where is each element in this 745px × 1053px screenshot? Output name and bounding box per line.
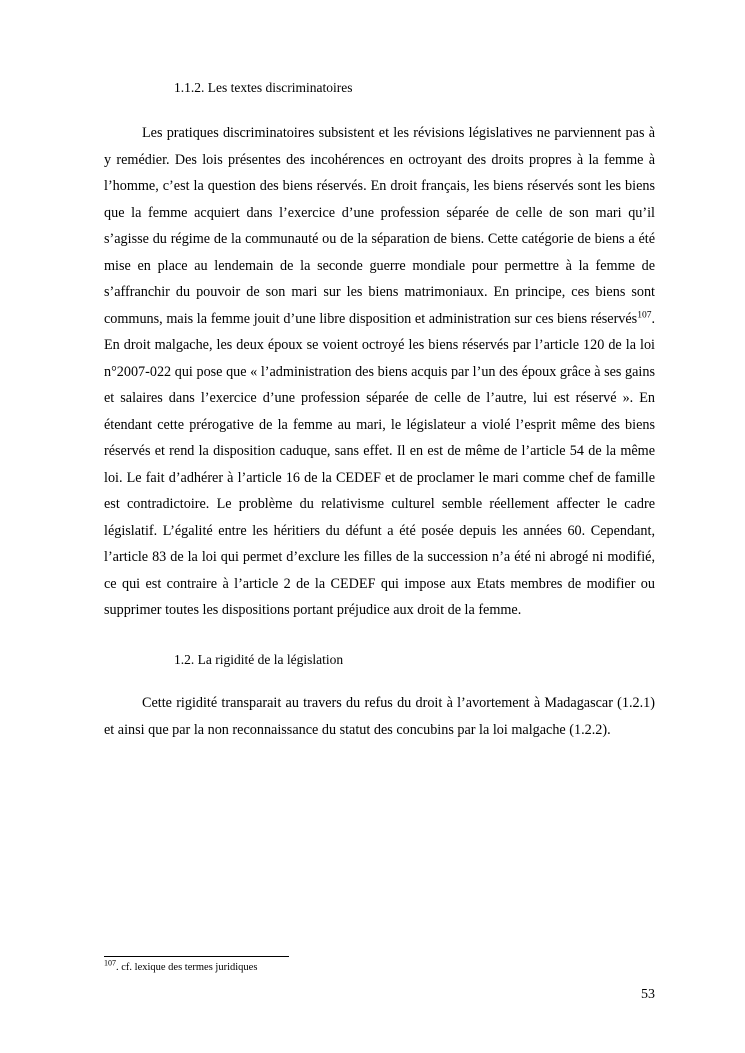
footnote-text: . cf. lexique des termes juridiques [116, 962, 258, 973]
heading-section-1-1-2: 1.1.2. Les textes discriminatoires [174, 80, 353, 95]
page-number: 53 [641, 987, 655, 1002]
footnote-separator-rule [104, 956, 289, 957]
paragraph-part-1: Les pratiques discriminatoires subsistent et les révisions législatives ne parviennent pas à y remédier. Des lois présentes des incohérences en octroyant des droits propres à la femme à l’homme, c’est la question des biens réservés. En droit français, les biens réservés sont les biens que la femme acquiert dans l’exercice d’une profession séparée de celle de son mari qu’il s’agisse du régime de la communauté ou de la séparation de biens. Cette catégorie de biens a été mise en place au lendemain de la seconde guerre mondiale pour permettre à la femme de s’affranchir du pouvoir de son mari sur les biens matrimoniaux. En principe, ces biens sont communs, mais la femme jouit d’une libre disposition et administration sur ces biens réservés [104, 125, 655, 327]
heading-section-1-2: 1.2. La rigidité de la législation [174, 651, 344, 667]
footnote-reference-107[interactable]: 107 [637, 310, 652, 321]
footnote-area [104, 956, 664, 975]
footnote-number: 107 [104, 958, 116, 968]
footnote-entry [104, 958, 664, 975]
paragraph-legislation-rigidity: Cette rigidité transparait au travers du refus du droit à l’avortement à Madagascar (1.2.1) et ainsi que par la non reconnaissance du statut des concubins par la loi malgache (1.2.2). [104, 695, 655, 738]
paragraph-part-2: . En droit malgache, les deux époux se voient octroyé les biens réservés par l’article 120 de la loi n°2007-022 qui pose que « l’administration des biens acquis par l’un des époux grâce à ses gains et salaires dans l’exercice d’une profession séparée de celle de l’autre, lui est réservé ». En étendant cette prérogative de la femme au mari, le législateur a violé l’esprit même des biens réservés et rend la disposition caduque, sans effet. Il en est de même de l’article 54 de la même loi. Le fait d’adhérer à l’article 16 de la CEDEF et de proclamer le mari comme chef de famille est contradictoire. Le problème du relativisme culturel semble réellement affecter le cadre législatif. L’égalité entre les héritiers du défunt a été posée depuis les années 60. Cependant, l’article 83 de la loi qui permet d’exclure les filles de la succession n’a été ni abrogé ni modifié, ce qui est contraire à l’article 2 de la CEDEF qui impose aux Etats membres de modifier ou supprimer toutes les dispositions portant préjudice aux droit de la femme. [104, 310, 655, 619]
paragraph-discriminatory-texts [104, 120, 655, 624]
